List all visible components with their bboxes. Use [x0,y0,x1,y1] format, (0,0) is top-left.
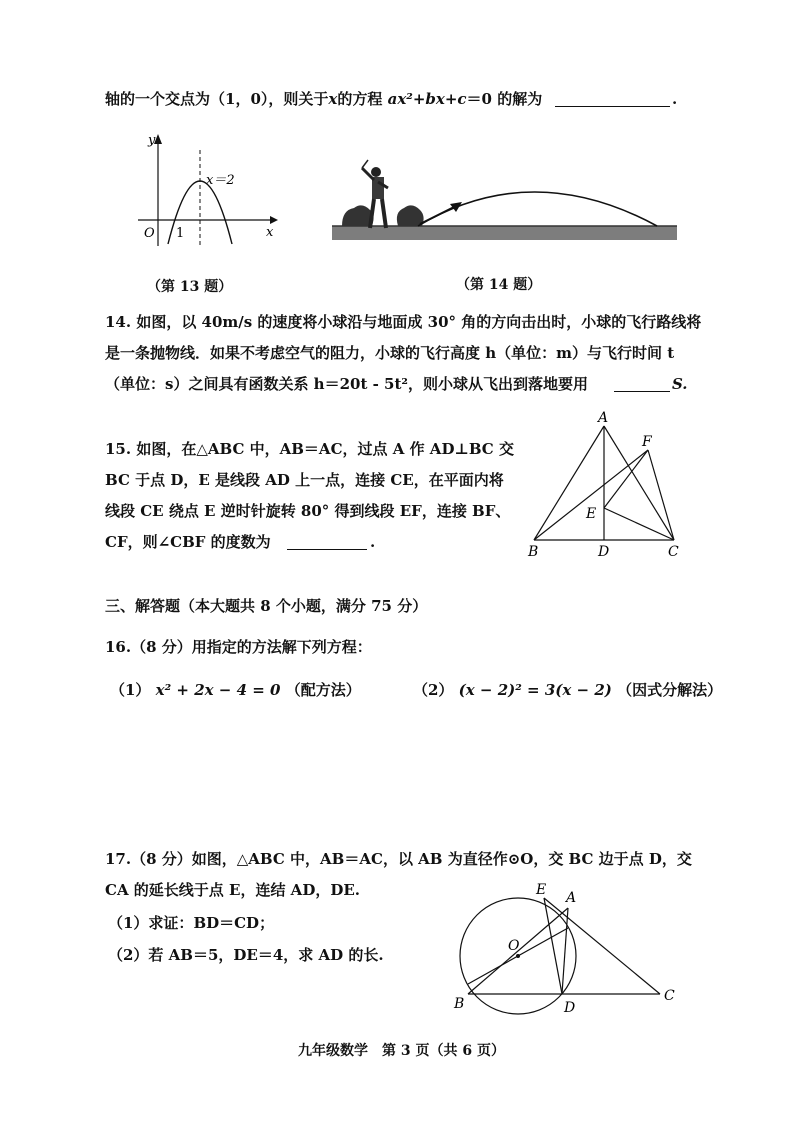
answer-blank-15[interactable] [287,549,367,550]
period: . [370,533,376,551]
q17-line1: 17.（8 分）如图，△ABC 中，AB＝AC，以 AB 为直径作⊙O，交 BC 边于点 D，交 [105,850,692,868]
q14-line1: 14. 如图，以 40m/s 的速度将小球沿与地面成 30° 角的方向击出时，小球的飞行路线将 [105,313,702,331]
fig14-caption: （第 14 题） [456,277,542,293]
label-D: D [564,1000,576,1016]
segment-AB [534,426,604,540]
q15-line1: 15. 如图，在△ABC 中，AB＝AC，过点 A 作 AD⊥BC 交 [105,440,514,458]
y-label: y [148,133,156,148]
q16-part1: （1） x² + 2x − 4 = 0 （配方法） [110,681,361,699]
label-E: E [586,506,597,522]
q14-line3: （单位：s）之间具有函数关系 h＝20t - 5t²，则小球从飞出到落地要用 [105,375,588,393]
segment-EC [544,898,660,994]
label-B: B [528,544,539,560]
x-label: x [266,225,274,240]
answer-blank-13[interactable] [555,106,670,107]
figure-14-golf [332,158,677,243]
q16-stem: 16.（8 分）用指定的方法解下列方程： [105,638,372,656]
figure-17-circle [450,880,690,1020]
segment-ED [544,898,562,994]
label-A: A [566,890,577,906]
q13-continuation: 轴的一个交点为（1，0），则关于x的方程 ax²+bx+c＝0 的解为 [105,90,543,108]
q15-line3: 线段 CE 绕点 E 逆时针旋转 80° 得到线段 EF，连接 BF、 [105,502,511,520]
q15-line4: CF，则∠CBF 的度数为 [105,533,271,551]
segment-AD [562,908,568,994]
segment-AB [468,928,568,984]
label-E: E [536,882,547,898]
q16-part2: （2） (x − 2)² = 3(x − 2) （因式分解法） [413,681,723,699]
segment-CF [648,450,674,540]
q17-line2: CA 的延长线于点 E，连结 AD，DE. [105,881,360,899]
period: . [672,90,678,108]
answer-blank-14[interactable] [614,391,670,392]
axis-equation-label: x＝2 [206,173,235,188]
label-B: B [454,996,465,1012]
ground [332,226,677,240]
q16-eq2: (x − 2)² = 3(x − 2) [458,681,612,699]
q16-eq1: x² + 2x − 4 = 0 [155,681,281,699]
q15-line2: BC 于点 D，E 是线段 AD 上一点，连接 CE，在平面内将 [105,471,504,489]
x-axis-arrow-icon [270,216,278,224]
segment-BF [534,450,648,540]
figure-13-parabola [130,128,280,248]
segment-AC [604,426,674,540]
tick-1-label: 1 [176,226,185,241]
bush-right [397,205,424,226]
page-footer: 九年级数学 第 3 页（共 6 页） [298,1043,505,1059]
q14-unit: S. [672,375,688,393]
label-C: C [668,544,679,560]
label-A: A [598,410,609,426]
label-O: O [508,938,520,954]
q17-part1: （1）求证：BD＝CD； [108,914,275,932]
label-D: D [598,544,610,560]
q14-line2: 是一条抛物线．如果不考虑空气的阻力，小球的飞行高度 h（单位：m）与飞行时间 t [105,344,675,362]
fig13-caption: （第 13 题） [147,279,233,295]
label-C: C [664,988,675,1004]
figure-15-triangle [520,406,695,566]
section-3-title: 三、解答题（本大题共 8 个小题，满分 75 分） [105,597,428,615]
q17-part2: （2）若 AB＝5，DE＝4，求 AD 的长. [108,946,384,964]
origin-label: O [144,226,155,241]
label-F: F [642,434,652,450]
